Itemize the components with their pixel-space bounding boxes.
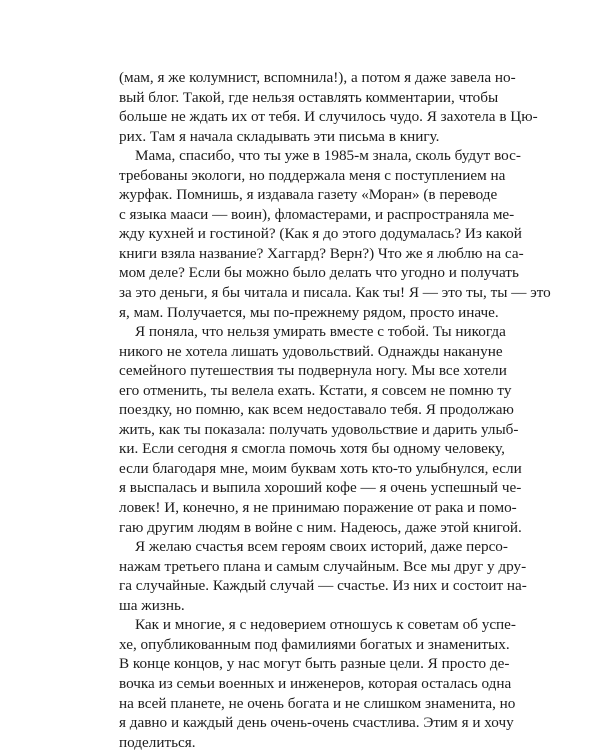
text-line: я выспалась и выпила хороший кофе — я очень успешный че-: [119, 479, 522, 497]
text-line: я, мам. Получается, мы по-прежнему рядом, просто иначе.: [119, 303, 499, 321]
text-line: семейного путешествия ты подвернула ногу. Мы все хотели: [119, 362, 507, 380]
text-line: я давно и каждый день очень-очень счастлива. Этим я и хочу: [119, 714, 514, 732]
text-line: В конце концов, у нас могут быть разные цели. Я просто де-: [119, 655, 510, 673]
text-line: требованы экологи, но поддержала меня с поступлением на: [119, 166, 506, 184]
text-line: поездку, но помню, как всем недоставало тебя. Я продолжаю: [119, 401, 514, 419]
text-line: хе, опубликованным под фамилиями богатых и знаменитых.: [119, 635, 510, 653]
text-line: ловек! И, конечно, я не принимаю поражение от рака и помо-: [119, 499, 517, 517]
text-line: Я желаю счастья всем героям своих историй, даже персо-: [135, 538, 508, 556]
text-line: книги взяла название? Хаггард? Верн?) Что же я люблю на са-: [119, 244, 524, 262]
paragraph: [119, 146, 551, 322]
text-line: мом деле? Если бы можно было делать что угодно и получать: [119, 264, 519, 282]
text-line: с языка мааси — воин), фломастерами, и распространяла ме-: [119, 205, 515, 223]
text-line: рих. Там я начала складывать эти письма в книгу.: [119, 127, 440, 145]
paragraph: [119, 322, 522, 537]
text-line: никого не хотела лишать удовольствий. Однажды накануне: [119, 342, 503, 360]
text-line: вочка из семьи военных и инженеров, которая осталась одна: [119, 674, 512, 692]
text-line: больше не ждать их от тебя. И случилось чудо. Я захотела в Цю-: [119, 108, 538, 126]
text-line: его отменить, ты велела ехать. Кстати, я совсем не помню ту: [119, 381, 512, 399]
text-line: ша жизнь.: [119, 596, 185, 614]
paragraph: [119, 537, 527, 615]
text-line: га случайные. Каждый случай — счастье. Из них и состоит на-: [119, 577, 527, 595]
text-line: Мама, спасибо, что ты уже в 1985-м знала, сколь будут вос-: [135, 147, 521, 165]
text-line: жду кухней и гостиной? (Как я до этого додумалась? Из какой: [119, 225, 522, 243]
text-line: нажам третьего плана и самым случайным. Все мы друг у дру-: [119, 557, 527, 575]
text-line: Как и многие, я с недоверием отношусь к советам об успе-: [135, 616, 516, 634]
text-line: журфак. Помнишь, я издавала газету «Моран» (в переводе: [119, 186, 498, 204]
text-line: на всей планете, не очень богата и не слишком знаменита, но: [119, 694, 516, 712]
paragraph: [119, 615, 516, 752]
book-page-text: [119, 68, 551, 752]
paragraph: [119, 68, 538, 146]
text-line: (мам, я же колумнист, вспомнила!), а потом я даже завела но-: [119, 69, 516, 86]
text-line: за это деньги, я бы читала и писала. Как ты! Я — это ты, ты — это: [119, 284, 551, 302]
text-line: ки. Если сегодня я смогла помочь хотя бы одному человеку,: [119, 440, 505, 458]
text-line: поделиться.: [119, 733, 196, 751]
text-line: гаю другим людям в войне с ним. Надеюсь, даже этой книгой.: [119, 518, 522, 536]
text-line: жить, как ты показала: получать удовольствие и дарить улыб-: [119, 420, 519, 438]
text-line: вый блог. Такой, где нельзя оставлять комментарии, чтобы: [119, 88, 499, 106]
text-line: если благодаря мне, моим буквам хоть кто-то улыбнулся, если: [119, 459, 522, 477]
text-line: Я поняла, что нельзя умирать вместе с тобой. Ты никогда: [135, 323, 506, 341]
